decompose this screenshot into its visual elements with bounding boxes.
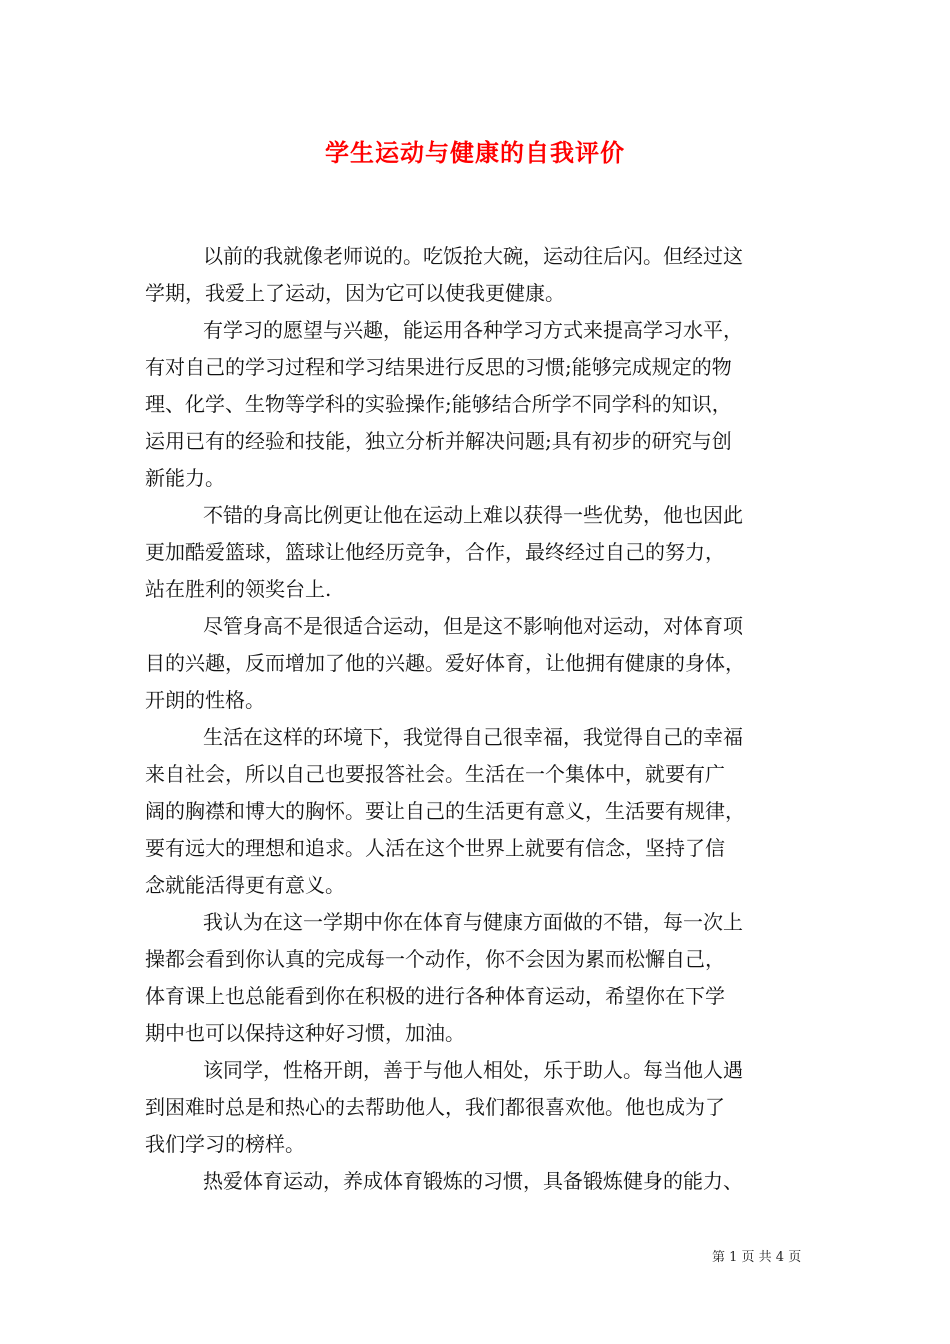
text-line: 我认为在这一学期中你在体育与健康方面做的不错，每一次上 [203,910,743,934]
text-line: 念就能活得更有意义。 [145,873,345,897]
document-body [145,238,815,1200]
text-line: 到困难时总是和热心的去帮助他人，我们都很喜欢他。他也成为了 [145,1095,725,1119]
text-line: 运用已有的经验和技能，独立分析并解决问题;具有初步的研究与创 [145,429,732,453]
text-line: 操都会看到你认真的完成每一个动作，你不会因为累而松懈自己， [145,947,725,971]
text-line: 生活在这样的环境下，我觉得自己很幸福，我觉得自己的幸福 [203,725,743,749]
text-line: 开朗的性格。 [145,688,265,712]
text-line: 学期，我爱上了运动，因为它可以使我更健康。 [145,281,565,305]
text-line: 要有远大的理想和追求。人活在这个世界上就要有信念，坚持了信 [145,836,725,860]
text-line: 该同学，性格开朗，善于与他人相处，乐于助人。每当他人遇 [203,1058,743,1082]
text-line: 体育课上也总能看到你在积极的进行各种体育运动，希望你在下学 [145,984,725,1008]
text-line: 以前的我就像老师说的。吃饭抢大碗，运动往后闪。但经过这 [203,244,743,268]
text-line: 阔的胸襟和博大的胸怀。要让自己的生活更有意义，生活要有规律， [145,799,745,823]
text-line: 不错的身高比例更让他在运动上难以获得一些优势，他也因此 [203,503,743,527]
text-line: 有学习的愿望与兴趣，能运用各种学习方式来提高学习水平， [203,318,743,342]
text-line: 更加酷爱篮球，篮球让他经历竞争，合作，最终经过自己的努力， [145,540,725,564]
page-number: 第 1 页 共 4 页 [712,1250,802,1265]
text-line: 新能力。 [145,466,225,490]
text-line: 站在胜利的领奖台上. [145,577,332,601]
text-line: 来自社会，所以自己也要报答社会。生活在一个集体中，就要有广 [145,762,725,786]
text-line: 我们学习的榜样。 [145,1132,305,1156]
document-title: 学生运动与健康的自我评价 [325,138,625,167]
text-line: 热爱体育运动，养成体育锻炼的习惯，具备锻炼健身的能力、 [203,1169,743,1193]
text-line: 理、化学、生物等学科的实验操作;能够结合所学不同学科的知识， [145,392,732,416]
text-line: 期中也可以保持这种好习惯，加油。 [145,1021,465,1045]
text-line: 尽管身高不是很适合运动，但是这不影响他对运动，对体育项 [203,614,743,638]
text-line: 有对自己的学习过程和学习结果进行反思的习惯;能够完成规定的物 [145,355,732,379]
text-line: 目的兴趣，反而增加了他的兴趣。爱好体育，让他拥有健康的身体， [145,651,745,675]
